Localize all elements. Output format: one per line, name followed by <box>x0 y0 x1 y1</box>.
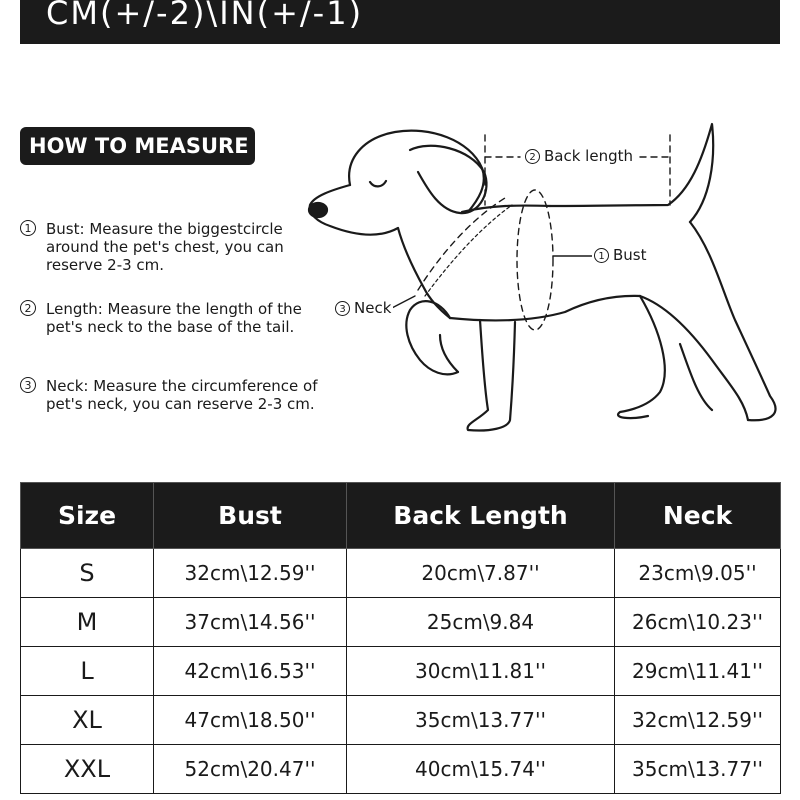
step-number: 3 <box>20 377 36 393</box>
table-row <box>21 696 781 745</box>
column-header: Bust <box>154 483 347 549</box>
size-cell: L <box>21 647 154 696</box>
table-header-row <box>21 483 781 549</box>
bust-cell: 32cm\12.59'' <box>154 549 347 598</box>
column-header: Back Length <box>347 483 615 549</box>
neck-cell: 26cm\10.23'' <box>615 598 781 647</box>
bust-cell: 47cm\18.50'' <box>154 696 347 745</box>
bust-cell: 42cm\16.53'' <box>154 647 347 696</box>
units-header-text: CM(+/-2)\IN(+/-1) <box>46 0 364 32</box>
size-cell: XL <box>21 696 154 745</box>
label-text: Neck <box>354 299 392 317</box>
instruction-bust <box>20 220 330 274</box>
size-cell: S <box>21 549 154 598</box>
step-number: 1 <box>20 220 36 236</box>
table-row <box>21 745 781 794</box>
neck-label <box>333 299 393 317</box>
neck-cell: 32cm\12.59'' <box>615 696 781 745</box>
bust-cell: 52cm\20.47'' <box>154 745 347 794</box>
instruction-text: Neck: Measure the circumference of pet's neck, you can reserve 2-3 cm. <box>46 377 318 413</box>
table-row <box>21 647 781 696</box>
back-length-cell: 20cm\7.87'' <box>347 549 615 598</box>
step-number: 2 <box>525 149 540 164</box>
back-length-cell: 35cm\13.77'' <box>347 696 615 745</box>
how-to-measure-title: HOW TO MEASURE <box>20 127 255 165</box>
instruction-length <box>20 300 330 336</box>
label-text: Bust <box>613 246 647 264</box>
step-number: 3 <box>335 301 350 316</box>
back-length-cell: 25cm\9.84 <box>347 598 615 647</box>
size-cell: XXL <box>21 745 154 794</box>
units-header-bar <box>20 0 780 44</box>
neck-cell: 23cm\9.05'' <box>615 549 781 598</box>
bust-cell: 37cm\14.56'' <box>154 598 347 647</box>
table-row <box>21 549 781 598</box>
neck-cell: 35cm\13.77'' <box>615 745 781 794</box>
column-header: Neck <box>615 483 781 549</box>
back-length-label <box>522 147 636 165</box>
step-number: 2 <box>20 300 36 316</box>
back-length-cell: 30cm\11.81'' <box>347 647 615 696</box>
table-row <box>21 598 781 647</box>
column-header: Size <box>21 483 154 549</box>
back-length-cell: 40cm\15.74'' <box>347 745 615 794</box>
label-text: Back length <box>544 147 633 165</box>
bust-label <box>592 246 649 264</box>
instruction-text: Bust: Measure the biggestcircle around the pet's chest, you can reserve 2-3 cm. <box>46 220 284 274</box>
step-number: 1 <box>594 248 609 263</box>
instruction-neck <box>20 377 330 413</box>
neck-cell: 29cm\11.41'' <box>615 647 781 696</box>
instruction-text: Length: Measure the length of the pet's neck to the base of the tail. <box>46 300 302 336</box>
size-cell: M <box>21 598 154 647</box>
size-chart-table <box>20 482 781 794</box>
